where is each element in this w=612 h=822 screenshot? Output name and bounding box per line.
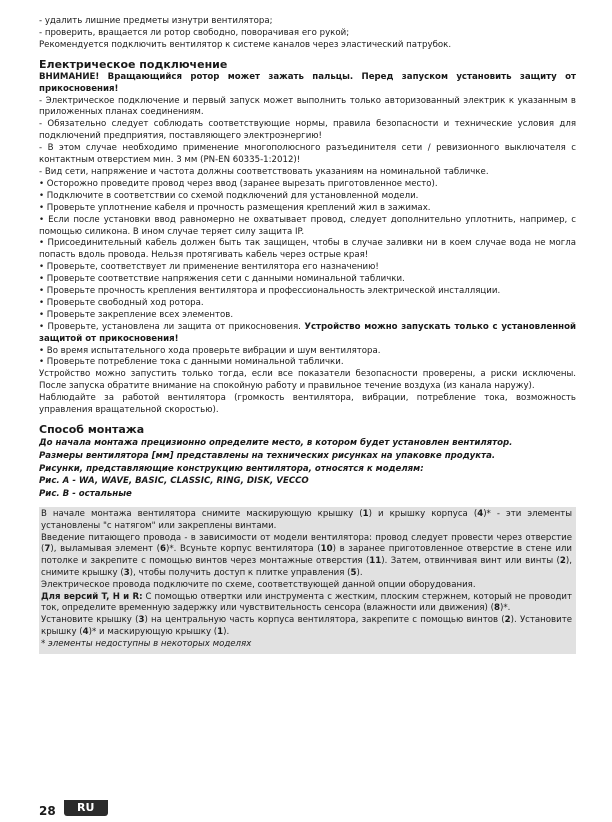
electrical-paragraph: • Проверьте прочность крепления вентилятора и профессиональность электрической инсталляции. [39, 286, 501, 297]
intro-line: Рекомендуется подключить вентилятор к системе каналов через эластический патрубок. [39, 39, 452, 50]
mounting-instruction: Рисунки, представляющие конструкцию вентилятора, относятся к моделям: [39, 463, 424, 474]
mounting-heading: Способ монтажа [39, 423, 145, 436]
electrical-paragraph: • Проверьте, соответствует ли применение вентилятора его назначению! [39, 262, 379, 273]
electrical-paragraph: • Проверьте свободный ход ротора. [39, 297, 204, 308]
footnote: * элементы недоступны в некоторых моделях [41, 638, 252, 649]
mounting-step: Установите крышку (3) на центральную часть корпуса вентилятора, закрепите с помощью винтов (2). Установите крышку (4)* и маскирующую крышку (1). [41, 615, 572, 637]
mounting-steps-box [39, 507, 576, 654]
electrical-paragraph: • Осторожно проведите провод через ввод (заранее вырезать приготовленное место). [39, 178, 438, 189]
figure-caption-b: Рис. B - остальные [39, 489, 132, 500]
figure-caption-a: Рис. A - WA, WAVE, BASIC, CLASSIC, RING, DISK, VECCO [39, 476, 309, 487]
electrical-paragraph: - Обязательно следует соблюдать соответствующие нормы, правила безопасности и технические условия для подключений предприятия, поставляющего электроэнергию! [39, 119, 576, 142]
mounting-section [39, 423, 576, 501]
mounting-instruction: До начала монтажа прецизионно определите место, в котором будет установлен вентилятор. [39, 438, 513, 448]
electrical-paragraph: Наблюдайте за работой вентилятора (громкость вентилятора, вибрации, потребление тока, возможность управления вращательной скоростью). [39, 393, 576, 416]
electrical-paragraph: - В этом случае необходимо применение многополюсного разъединителя сети / ревизионного выключателя с контактным отверстием мин. 3 мм (PN-EN 60335-1:2012)! [39, 143, 576, 166]
page-number: 28 [39, 804, 56, 818]
electrical-paragraph: • Проверьте соответствие напряжения сети с данными номинальной таблички. [39, 274, 405, 285]
intro-line: - удалить лишние предметы изнутри вентилятора; [39, 16, 273, 26]
electrical-paragraph: • Проверьте уплотнение кабеля и прочность размещения креплений жил в зажимах. [39, 202, 431, 213]
intro-line: - проверить, вращается ли ротор свободно, поворачивая его рукой; [39, 27, 350, 38]
electrical-paragraph: • Проверьте потребление тока с данными номинальной таблички. [39, 357, 344, 368]
electrical-section [39, 58, 576, 417]
electrical-paragraph: • Подключите в соответствии со схемой подключений для установленной модели. [39, 190, 419, 201]
electrical-paragraph: - Электрическое подключение и первый запуск может выполнить только авторизованный электрик к указанным в приложенных планах соединениям. [39, 95, 576, 118]
protection-paragraph [39, 322, 576, 346]
electrical-paragraph: • Во время испытательного хода проверьте вибрации и шум вентилятора. [39, 345, 381, 356]
mounting-instruction: Размеры вентилятора [мм] представлены на технических рисунках на упаковке продукта. [39, 450, 496, 461]
protection-text: • Проверьте, установлена ли защита от прикосновения. [39, 321, 305, 332]
mounting-step: Введение питающего провода - в зависимости от модели вентилятора: провод следует провести через отверстие (7), выламывая элемент (6)*. Всуньте корпус вентилятора (10) в заранее приготовленное отверстие в стене или потолке и закрепите с помощью винтов через монтажные отверстия (11). Затем, отвинчивая винт или винты (2), снимите крышку (3), чтобы получить доступ к плитке управления (5). [41, 532, 572, 578]
protection-warning: Устройство можно запускать только с установленной защитой от прикосновения! [39, 321, 576, 344]
electrical-paragraph: Устройство можно запустить только тогда, если все показатели безопасности проверены, а риски исключены. После запуска обратите внимание на спокойную работу и правильное течение воздуха (из канала наружу). [39, 369, 576, 392]
electrical-paragraph: - Вид сети, напряжение и частота должны соответствовать указаниям на номинальной табличке. [39, 166, 489, 177]
warning-text: ВНИМАНИЕ! Вращающийся ротор может зажать пальцы. Перед запуском установить защиту от прикосновения! [39, 71, 576, 94]
electrical-paragraph: • Если после установки ввод равномерно не охватывает провод, следует дополнительно уплотнить, например, с помощью силикона. В ином случае теряет силу защита IP. [39, 214, 576, 237]
electrical-paragraph: • Присоединительный кабель должен быть так защищен, чтобы в случае заливки ни в коем случае вода не могла попасть вдоль провода. Нельзя протягивать кабель через острые края! [39, 238, 576, 261]
intro-section [39, 16, 576, 52]
mounting-step: Для версий T, H и R: С помощью отвертки или инструмента с жестким, плоским стержнем, который не проводит ток, определите временную задержку или чувствительность сенсора (влажности или движения) (8)*. [41, 591, 572, 614]
electrical-paragraph: • Проверьте закрепление всех элементов. [39, 309, 234, 320]
page-footer [39, 800, 108, 822]
language-tab: RU [64, 800, 108, 816]
electrical-heading: Електрическое подключение [39, 57, 228, 71]
mounting-step: Электрическое провода подключите по схеме, соответствующей данной опции оборудования. [41, 579, 476, 590]
mounting-step: В начале монтажа вентилятора снимите маскирующую крышку (1) и крышку корпуса (4)* - эти элементы установлены "с натягом" или закреплены винтами. [41, 508, 573, 531]
